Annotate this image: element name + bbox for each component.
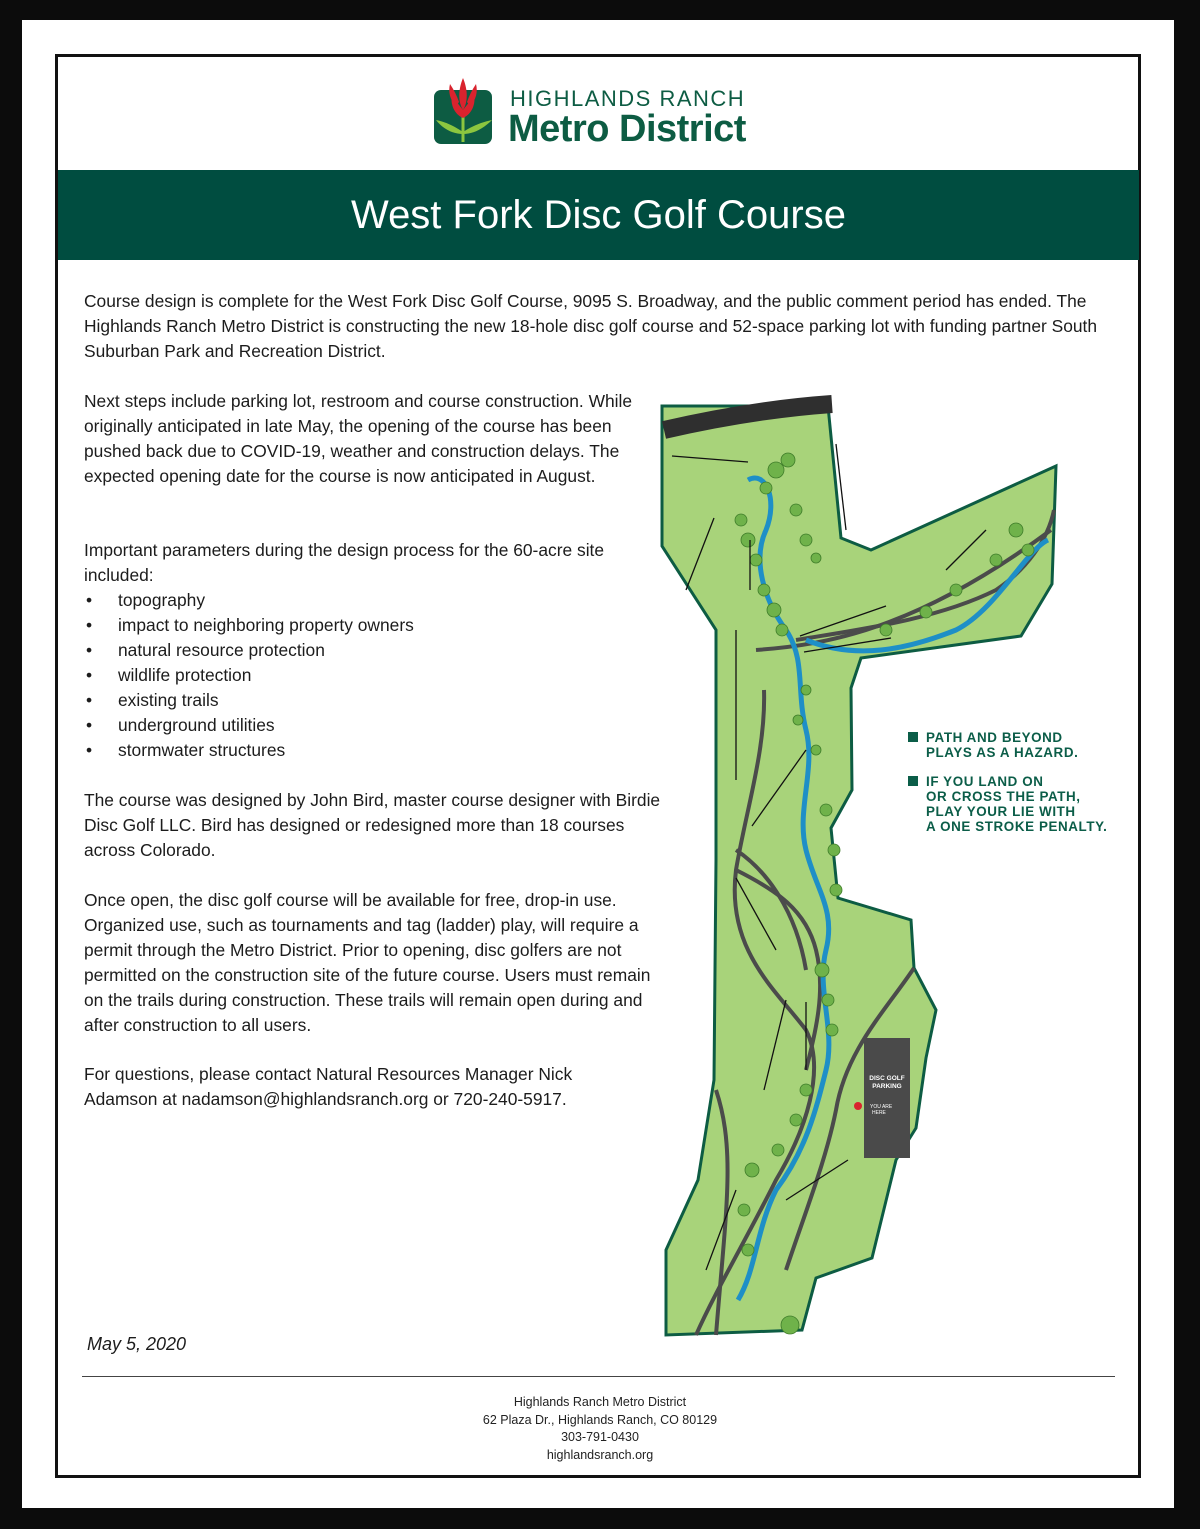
legend-square-icon bbox=[908, 776, 918, 786]
parameters-list bbox=[84, 588, 414, 763]
list-item: • impact to neighboring property owners bbox=[84, 613, 414, 638]
paragraph-contact: For questions, please contact Natural Resources Manager Nick Adamson at nadamson@highlandsranch.org or 720-240-5917. bbox=[84, 1064, 573, 1109]
legend-text: PATH AND BEYOND bbox=[926, 730, 1063, 745]
you-are-here-marker bbox=[854, 1102, 862, 1110]
legend-item-hazard bbox=[908, 730, 1138, 760]
page-title: West Fork Disc Golf Course bbox=[351, 192, 846, 237]
title-banner bbox=[58, 170, 1139, 260]
you-are-here-label-2: HERE bbox=[872, 1110, 886, 1116]
list-item: • natural resource protection bbox=[84, 638, 414, 663]
logo-text-line1: HIGHLANDS RANCH bbox=[510, 86, 746, 111]
legend-text: IF YOU LAND ON bbox=[926, 774, 1044, 789]
footer-address: 62 Plaza Dr., Highlands Ranch, CO 80129 bbox=[482, 1412, 718, 1427]
course-boundary bbox=[662, 406, 1056, 1335]
parking-lot bbox=[864, 1038, 910, 1158]
paragraph-usage: Once open, the disc golf course will be available for free, drop-in use. Organized use, such as tournaments and tag (ladder) play, will require a permit through the Metro District. Prior to opening, disc golfers are not permitted on the construction site of the future course. Users must remain on the trails during construction. These trails will remain open during and after construction to all users. bbox=[84, 890, 651, 1035]
legend-square-icon bbox=[908, 732, 918, 742]
you-are-here-label-1: YOU ARE bbox=[870, 1104, 893, 1110]
footer-divider bbox=[82, 1376, 1115, 1377]
list-item: • topography bbox=[84, 588, 414, 613]
legend-text: PLAYS AS A HAZARD. bbox=[926, 745, 1079, 760]
footer-website: highlandsranch.org bbox=[546, 1447, 654, 1462]
legend-text: A ONE STROKE PENALTY. bbox=[926, 819, 1108, 834]
paragraph-next-steps: Next steps include parking lot, restroom and course construction. While originally anticipated in late May, the opening of the course has been pushed back due to COVID-19, weather and construction delays. The expected opening date for the course is now anticipated in August. bbox=[84, 391, 633, 486]
legend-text: PLAY YOUR LIE WITH bbox=[926, 804, 1076, 819]
list-item: • underground utilities bbox=[84, 713, 414, 738]
flower-logo-icon bbox=[432, 76, 496, 148]
paragraph-parameters-intro: Important parameters during the design process for the 60-acre site included: bbox=[84, 540, 605, 585]
document-date: May 5, 2020 bbox=[87, 1334, 187, 1354]
course-map bbox=[656, 390, 1136, 1350]
footer bbox=[300, 1394, 900, 1464]
list-item: • stormwater structures bbox=[84, 738, 414, 763]
footer-phone: 303-791-0430 bbox=[561, 1430, 639, 1444]
paragraph-designer: The course was designed by John Bird, master course designer with Birdie Disc Golf LLC. Bird has designed or redesigned more than 18 courses across Colorado. bbox=[84, 790, 661, 860]
map-legend bbox=[908, 730, 1138, 848]
district-logo bbox=[432, 76, 782, 152]
list-item: • wildlife protection bbox=[84, 663, 414, 688]
footer-org: Highlands Ranch Metro District bbox=[513, 1395, 687, 1409]
parking-label-1: DISC GOLF bbox=[869, 1075, 905, 1082]
parking-label-2: PARKING bbox=[872, 1083, 902, 1090]
legend-text: OR CROSS THE PATH, bbox=[926, 789, 1081, 804]
list-item: • existing trails bbox=[84, 688, 414, 713]
logo-text-line2: Metro District bbox=[508, 108, 746, 150]
paragraph-status: Course design is complete for the West Fork Disc Golf Course, 9095 S. Broadway, and the public comment period has ended. The Highlands Ranch Metro District is constructing the new 18-hole disc golf course and 52-space parking lot with funding partner South Suburban Park and Recreation District. bbox=[84, 291, 1098, 361]
legend-item-penalty bbox=[908, 774, 1138, 834]
